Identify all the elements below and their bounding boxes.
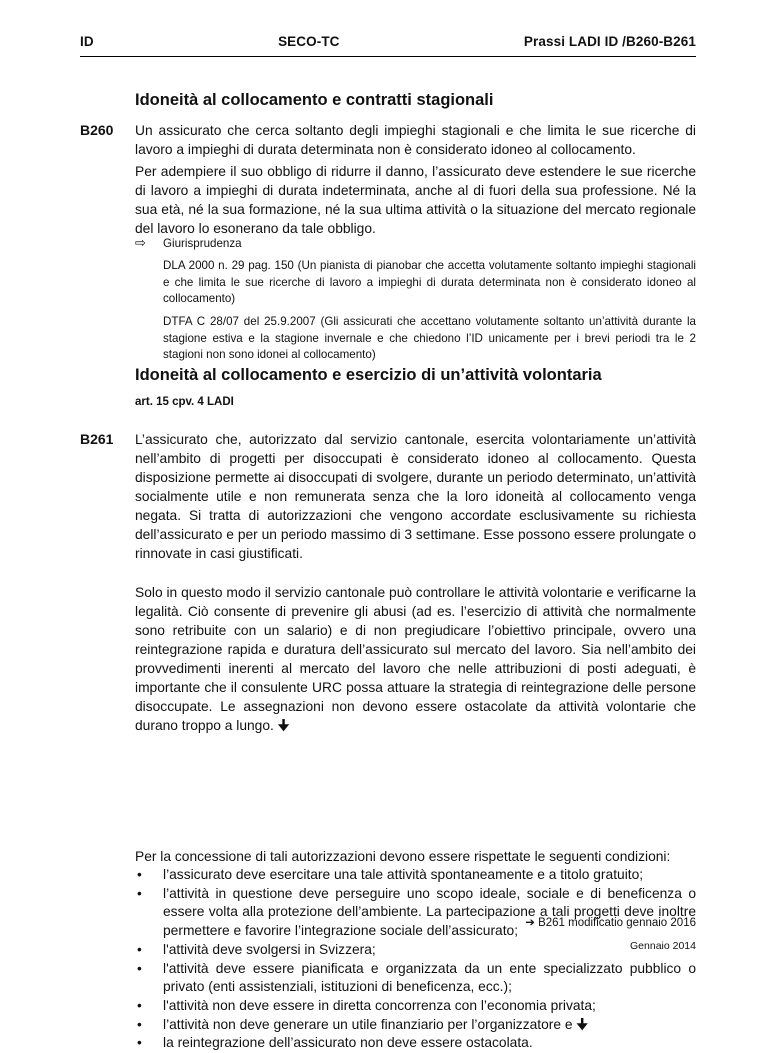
b261-paragraph-2-text: Solo in questo modo il servizio cantonale può controllare le attività volontarie e verificarne la legalità. Ciò consente di prevenire gli abusi (ad es. l’esercizio di attività che normalmente sono retribuite con un salario) e di non pregiudicare l’obiettivo principale, ovvero una reintegrazione rapida e duratura dell’assicurato sul mercato del lavoro. Sia nell’ambito dei provvedimenti inerenti al mercato del lavoro che nelle attribuzioni di posti adeguati, è importante che il consulente URC possa attuare la strategia di reintegrazione delle persone disoccupate. Le assegnazioni non devono essere ostacolate da attività volontarie che durano troppo a lungo. <box>135 585 696 733</box>
b261-paragraph-2 <box>135 583 696 735</box>
page-header <box>80 34 696 49</box>
jurisprudence-item-1: DLA 2000 n. 29 pag. 150 (Un pianista di pianobar che accetta volutamente soltanto impieghi stagionali e che limita le sue ricerche di lavoro a impieghi di durata determinata non è considerato idoneo al collocamento) <box>163 259 696 305</box>
b261-paragraph-1: L’assicurato che, autorizzato dal servizio cantonale, esercita volontariamente un’attività nell’ambito di progetti per disoccupati è considerato idoneo al collocamento. Questa disposizione permette ai disoccupati di svolgere, durante un periodo determinato, un’attività socialmente utile e non remunerata senza che la loro idoneità al collocamento venga negata. Si tratta di autorizzazioni che vengono accordate esclusivamente su richiesta dell’assicurato e per un periodo massimo di 3 settimane. Esse possono essere prolungate o rinnovate in casi giustificati. <box>135 432 696 561</box>
jurisprudence-item-2: DTFA C 28/07 del 25.9.2007 (Gli assicurati che accettano volutamente soltanto un’attività durante la stagione estiva e la stagione invernale e che chiedono l’ID unicamente per i brevi periodi tra le 2 stagioni non sono idonei al collocamento) <box>163 315 696 361</box>
section2-title: Idoneità al collocamento e esercizio di un’attività volontaria <box>135 366 602 384</box>
bullet-icon: • <box>137 1016 142 1032</box>
change-marker-icon: 🠋 <box>576 1016 588 1032</box>
header-center: SECO-TC <box>278 34 340 49</box>
conditions-intro: Per la concessione di tali autorizzazioni devono essere rispettate le seguenti condizioni: <box>135 849 671 864</box>
marginal-number-b261: B261 <box>80 431 114 447</box>
change-marker-icon: 🠋 <box>277 718 290 733</box>
list-item: • l’attività non deve generare un utile finanziario per l’organizzatore e 🠋 <box>135 1016 696 1035</box>
arrow-right-icon: ⇨ <box>135 235 146 250</box>
section1-title: Idoneità al collocamento e contratti stagionali <box>135 91 494 109</box>
jurisprudence-heading <box>135 235 242 251</box>
b260-paragraph-1: Un assicurato che cerca soltanto degli impieghi stagionali e che limita le sue ricerche di lavoro a impieghi di durata determinata non è considerato idoneo al collocamento. <box>135 123 696 157</box>
list-item: • l'attività deve svolgersi in Svizzera; <box>135 941 696 960</box>
list-item: • l’attività in questione deve perseguire uno scopo ideale, sociale e di beneficenza o essere volta alla protezione dell’ambiente. La partecipazione a tali progetti deve inoltre permettere e favorire l’integrazione sociale dell’assicurato; <box>137 885 696 939</box>
arrow-right-icon: ➔ <box>525 917 535 929</box>
footer-date: Gennaio 2014 <box>630 940 696 952</box>
list-item: • l'attività deve essere pianificata e organizzata da un ente specializzato pubblico o privato (enti assistenziali, istituzioni di beneficenza, ecc.); <box>137 960 696 995</box>
header-left: ID <box>80 34 94 49</box>
article-reference: art. 15 cpv. 4 LADI <box>135 396 234 408</box>
marginal-number-b260: B260 <box>80 122 114 138</box>
modification-note <box>525 915 696 929</box>
list-item: • la reintegrazione dell’assicurato non deve essere ostacolata. <box>135 1034 696 1053</box>
modification-note-text: B261 modificatio gennaio 2016 <box>538 917 696 929</box>
bullet-icon: • <box>137 997 142 1013</box>
header-rule <box>80 56 696 57</box>
b260-paragraph-2: Per adempiere il suo obbligo di ridurre il danno, l’assicurato deve estendere le sue ricerche di lavoro a impieghi di durata indeterminata, anche al di fuori della sua professione. Né la sua età, né la sua formazione, né la sua ultima attività o la situazione del mercato regionale del lavoro lo esonerano da tale obbligo. <box>135 164 696 236</box>
bullet-icon: • <box>137 960 142 976</box>
conditions-list <box>135 866 696 1053</box>
list-item: • l'attività non deve essere in diretta concorrenza con l’economia privata; <box>135 997 696 1016</box>
jurisprudence-label: Giurisprudenza <box>163 237 242 250</box>
header-right: Prassi LADI ID /B260-B261 <box>523 34 696 49</box>
bullet-icon: • <box>137 885 142 901</box>
bullet-icon: • <box>137 867 142 882</box>
bullet-icon: • <box>137 941 142 957</box>
bullet-icon: • <box>137 1035 142 1051</box>
list-item: • l’assicurato deve esercitare una tale attività spontaneamente e a titolo gratuito; <box>135 866 696 885</box>
